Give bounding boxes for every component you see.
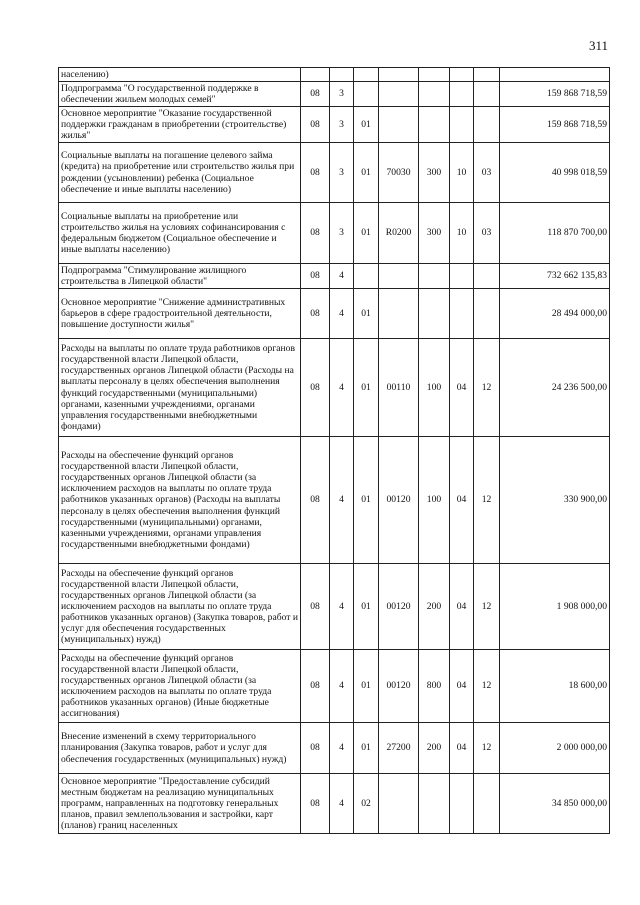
row-name-cell: Расходы на обеспечение функций органов государственной власти Липецкой области, государственных органов Липецкой области (за исключением расходов на выплаты по оплате труда работников указанных органов) (Закупка товаров, работ и услуг для обеспечения государственных (муниципальных) нужд) (59, 564, 301, 650)
row-amount-cell (500, 68, 610, 82)
table-row (59, 203, 610, 264)
row-subprogram-cell: 3 (330, 143, 354, 203)
row-amount-cell: 28 494 000,00 (500, 289, 610, 339)
row-name-cell: Основное мероприятие "Снижение административных барьеров в сфере градостроительной деятельности, повышение доступности жилья" (59, 289, 301, 339)
table-row (59, 339, 610, 437)
row-measure-cell (354, 68, 379, 82)
row-name-cell: Подпрограмма "О государственной поддержке в обеспечении жильем молодых семей" (59, 82, 301, 107)
row-expense-type-cell: 200 (419, 723, 450, 774)
row-section-cell: 08 (301, 650, 330, 723)
row-expense-type-cell: 800 (419, 650, 450, 723)
row-section-cell: 08 (301, 564, 330, 650)
row-section-cell: 08 (301, 774, 330, 834)
row-target-code-cell: 00110 (379, 339, 419, 437)
row-chapter-cell (450, 107, 474, 143)
row-subprogram-cell: 4 (330, 339, 354, 437)
row-expense-type-cell (419, 264, 450, 289)
row-name-cell: Основное мероприятие "Оказание государственной поддержки гражданам в приобретении (строительстве) жилья" (59, 107, 301, 143)
row-name-cell: Расходы на обеспечение функций органов государственной власти Липецкой области, государственных органов Липецкой области (за исключением расходов на выплаты по оплате труда работников указанных органов) (Иные бюджетные ассигнования) (59, 650, 301, 723)
row-subprogram-cell: 4 (330, 564, 354, 650)
row-measure-cell: 01 (354, 723, 379, 774)
row-target-code-cell (379, 264, 419, 289)
row-subprogram-cell: 4 (330, 437, 354, 564)
row-name-cell: Подпрограмма "Стимулирование жилищного строительства в Липецкой области" (59, 264, 301, 289)
row-subchapter-cell (474, 68, 500, 82)
row-expense-type-cell: 100 (419, 437, 450, 564)
row-subchapter-cell: 12 (474, 437, 500, 564)
row-name-cell: Расходы на выплаты по оплате труда работников органов государственной власти Липецкой области, государственных органов Липецкой области (Расходы на выплаты персоналу в целях обеспечения выполнения функций государственными (муниципальными) органами, казенными учреждениями, органами управления государственными внебюджетными фондами) (59, 339, 301, 437)
table-row (59, 723, 610, 774)
row-measure-cell: 01 (354, 437, 379, 564)
row-target-code-cell: 27200 (379, 723, 419, 774)
row-subchapter-cell: 03 (474, 203, 500, 264)
row-chapter-cell (450, 68, 474, 82)
table-row (59, 437, 610, 564)
row-chapter-cell: 04 (450, 437, 474, 564)
row-chapter-cell (450, 289, 474, 339)
row-subchapter-cell: 12 (474, 650, 500, 723)
row-subchapter-cell (474, 774, 500, 834)
row-section-cell: 08 (301, 143, 330, 203)
row-measure-cell: 01 (354, 143, 379, 203)
row-amount-cell: 118 870 700,00 (500, 203, 610, 264)
row-amount-cell: 330 900,00 (500, 437, 610, 564)
row-target-code-cell: R0200 (379, 203, 419, 264)
row-section-cell: 08 (301, 107, 330, 143)
row-expense-type-cell (419, 82, 450, 107)
row-expense-type-cell: 300 (419, 143, 450, 203)
row-target-code-cell: 00120 (379, 437, 419, 564)
row-target-code-cell (379, 68, 419, 82)
row-subchapter-cell: 12 (474, 339, 500, 437)
row-subprogram-cell: 4 (330, 289, 354, 339)
row-target-code-cell (379, 82, 419, 107)
row-amount-cell: 159 868 718,59 (500, 107, 610, 143)
table-row (59, 774, 610, 834)
table-row (59, 264, 610, 289)
table-row (59, 107, 610, 143)
table-row (59, 68, 610, 82)
row-target-code-cell: 00120 (379, 650, 419, 723)
row-amount-cell: 732 662 135,83 (500, 264, 610, 289)
row-amount-cell: 40 998 018,59 (500, 143, 610, 203)
row-target-code-cell: 00120 (379, 564, 419, 650)
row-subchapter-cell: 03 (474, 143, 500, 203)
row-name-cell: Основное мероприятие "Предоставление субсидий местным бюджетам на реализацию муниципальных программ, направленных на подготовку генеральных планов, правил землепользования и застройки, карт (планов) границ населенных (59, 774, 301, 834)
table-row (59, 650, 610, 723)
row-amount-cell: 2 000 000,00 (500, 723, 610, 774)
row-expense-type-cell (419, 68, 450, 82)
row-subprogram-cell: 4 (330, 723, 354, 774)
budget-table (58, 67, 610, 834)
row-subprogram-cell: 4 (330, 650, 354, 723)
row-name-cell: Внесение изменений в схему территориального планирования (Закупка товаров, работ и услуг для обеспечения государственных (муниципальных) нужд) (59, 723, 301, 774)
table-row (59, 289, 610, 339)
row-chapter-cell: 04 (450, 723, 474, 774)
row-expense-type-cell (419, 774, 450, 834)
row-subprogram-cell: 4 (330, 264, 354, 289)
row-section-cell: 08 (301, 264, 330, 289)
row-section-cell: 08 (301, 289, 330, 339)
row-chapter-cell: 10 (450, 143, 474, 203)
row-section-cell: 08 (301, 437, 330, 564)
row-chapter-cell (450, 774, 474, 834)
row-subchapter-cell (474, 107, 500, 143)
row-measure-cell: 01 (354, 289, 379, 339)
row-subchapter-cell: 12 (474, 723, 500, 774)
row-section-cell: 08 (301, 339, 330, 437)
row-subprogram-cell: 3 (330, 82, 354, 107)
row-subprogram-cell (330, 68, 354, 82)
row-target-code-cell (379, 107, 419, 143)
row-expense-type-cell (419, 289, 450, 339)
row-amount-cell: 34 850 000,00 (500, 774, 610, 834)
row-subchapter-cell (474, 264, 500, 289)
row-target-code-cell (379, 289, 419, 339)
row-expense-type-cell (419, 107, 450, 143)
row-subchapter-cell (474, 289, 500, 339)
table-row (59, 82, 610, 107)
row-amount-cell: 24 236 500,00 (500, 339, 610, 437)
row-target-code-cell: 70030 (379, 143, 419, 203)
row-chapter-cell: 04 (450, 650, 474, 723)
table-row (59, 564, 610, 650)
row-name-cell: Социальные выплаты на погашение целевого займа (кредита) на приобретение или строительство жилья при рождении (усыновлении) ребенка (Социальное обеспечение и иные выплаты населению) (59, 143, 301, 203)
row-chapter-cell: 10 (450, 203, 474, 264)
row-chapter-cell (450, 82, 474, 107)
row-section-cell (301, 68, 330, 82)
row-measure-cell: 01 (354, 564, 379, 650)
row-section-cell: 08 (301, 82, 330, 107)
row-name-cell: Социальные выплаты на приобретение или строительство жилья на условиях софинансирования с федеральным бюджетом (Социальное обеспечение и иные выплаты населению) (59, 203, 301, 264)
row-amount-cell: 18 600,00 (500, 650, 610, 723)
row-section-cell: 08 (301, 723, 330, 774)
row-subprogram-cell: 4 (330, 774, 354, 834)
row-expense-type-cell: 100 (419, 339, 450, 437)
row-measure-cell: 01 (354, 339, 379, 437)
row-measure-cell: 01 (354, 203, 379, 264)
row-measure-cell (354, 264, 379, 289)
row-subprogram-cell: 3 (330, 107, 354, 143)
row-expense-type-cell: 300 (419, 203, 450, 264)
row-target-code-cell (379, 774, 419, 834)
row-measure-cell: 01 (354, 650, 379, 723)
row-measure-cell: 01 (354, 107, 379, 143)
row-amount-cell: 1 908 000,00 (500, 564, 610, 650)
row-measure-cell: 02 (354, 774, 379, 834)
row-subchapter-cell (474, 82, 500, 107)
row-name-cell: населению) (59, 68, 301, 82)
row-chapter-cell (450, 264, 474, 289)
row-amount-cell: 159 868 718,59 (500, 82, 610, 107)
row-section-cell: 08 (301, 203, 330, 264)
row-measure-cell (354, 82, 379, 107)
row-name-cell: Расходы на обеспечение функций органов государственной власти Липецкой области, государственных органов Липецкой области (за исключением расходов на выплаты по оплате труда работников указанных органов) (Расходы на выплаты персоналу в целях обеспечения выполнения функций государственными (муниципальными) органами, казенными учреждениями, органами управления государственными внебюджетными фондами) (59, 437, 301, 564)
row-subprogram-cell: 3 (330, 203, 354, 264)
row-chapter-cell: 04 (450, 564, 474, 650)
table-row (59, 143, 610, 203)
row-subchapter-cell: 12 (474, 564, 500, 650)
row-chapter-cell: 04 (450, 339, 474, 437)
page-number: 311 (589, 38, 609, 53)
row-expense-type-cell: 200 (419, 564, 450, 650)
